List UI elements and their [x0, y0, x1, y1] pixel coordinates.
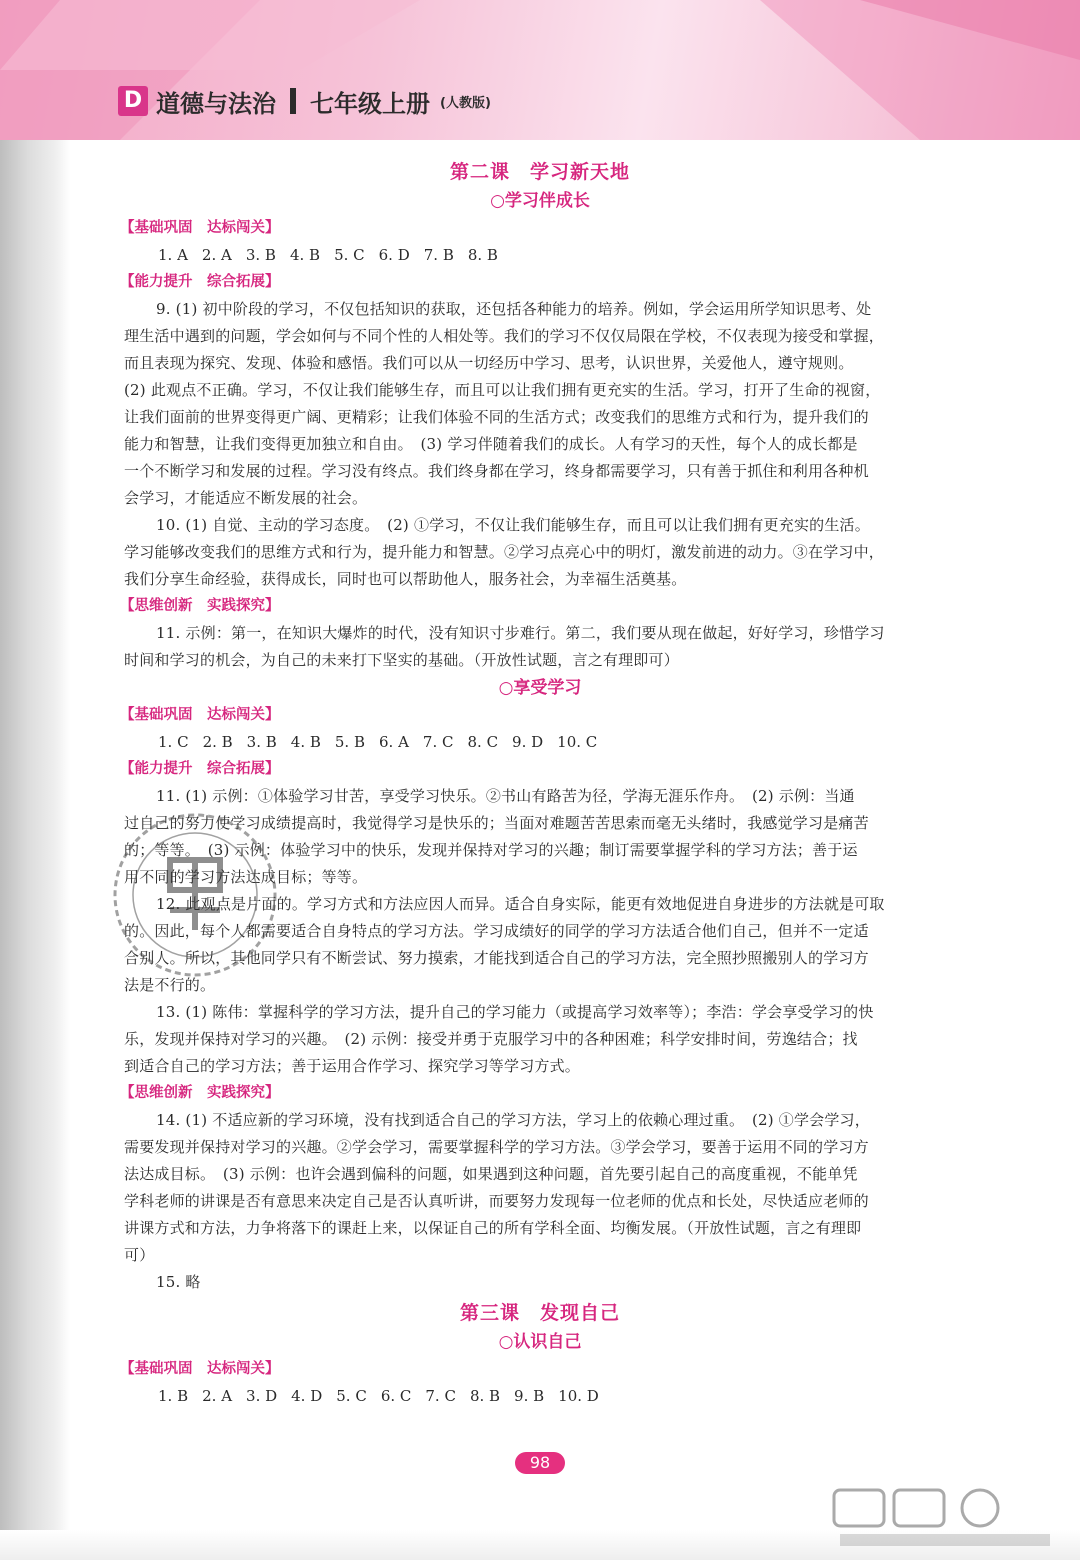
text-line: 学习能够改变我们的思维方式和行为，提升能力和智慧。②学习点亮心中的明灯，激发前进的动力。③在学习中， — [124, 543, 885, 561]
answer: 10. C — [557, 733, 598, 751]
text-line: 15. 略 — [156, 1273, 201, 1291]
answer: 6. A — [379, 733, 409, 751]
page-header — [0, 0, 1080, 140]
lesson-title: 第三课 发现自己 — [459, 1302, 620, 1324]
answer: 1. B — [158, 1387, 189, 1405]
text-line: 学科老师的讲课是否有意思来决定自己是否认真听讲，而要努力发现每一位老师的优点和长处，尽快适应老师的 — [124, 1192, 869, 1210]
answer: 4. D — [291, 1387, 323, 1405]
answer: 5. B — [334, 733, 365, 751]
answer: 3. D — [246, 1387, 278, 1405]
subject-name: 道德与法治 — [156, 89, 276, 118]
text-line: 法达成目标。 (3) 示例：也许会遇到偏科的问题，如果遇到这种问题，首先要引起自己的高度重视，不能单凭 — [124, 1165, 858, 1183]
text-line: 过自己的努力使学习成绩提高时，我觉得学习是快乐的；当面对难题苦苦思索而毫无头绪时，我感觉学习是痛苦 — [124, 814, 869, 832]
text-line: 能力和智慧，让我们变得更加独立和自由。 (3) 学习伴随着我们的成长。人有学习的天性，每个人的成长都是 — [124, 435, 858, 453]
choice-answers — [124, 729, 956, 756]
text-line: 乐，发现并保持对学习的兴趣。 (2) 示例：接受并勇于克服学习中的各种困难；科学安排时间，劳逸结合；找 — [124, 1030, 858, 1048]
answer: 7. B — [423, 246, 454, 264]
text-line: 会学习，才能适应不断发展的社会。 — [124, 489, 368, 507]
answer: 8. B — [467, 246, 498, 264]
text-line: 合别人。所以，其他同学只有不断尝试、努力摸索，才能找到适合自己的学习方法，完全照抄照搬别人的学习方 — [124, 949, 869, 967]
binding-gutter — [0, 0, 70, 1560]
answer: 1. A — [158, 246, 188, 264]
edition-label: (人教版) — [440, 95, 491, 111]
answer: 8. C — [467, 733, 499, 751]
text-line: 用不同的学习方法达成目标；等等。 — [124, 868, 368, 886]
text-line: 11. (1) 示例：①体验学习甘苦，享受学习快乐。②书山有路苦为径，学海无涯乐作舟。 (2) 示例：当通 — [156, 787, 855, 805]
answer: 3. B — [245, 246, 276, 264]
choice-answers — [124, 242, 956, 269]
section-title: ○学习伴成长 — [490, 191, 590, 211]
text-line: 9. (1) 初中阶段的学习，不仅包括知识的获取，还包括各种能力的培养。例如，学会运用所学知识思考、处 — [156, 300, 872, 318]
text-line: 理生活中遇到的问题，学会如何与不同个性的人相处等。我们的学习不仅仅局限在学校，不仅表现为接受和掌握， — [124, 327, 885, 345]
answer: 5. C — [334, 246, 365, 264]
text-line: (2) 此观点不正确。学习，不仅让我们能够生存，而且可以让我们拥有更充实的生活。学习，打开了生命的视窗， — [124, 381, 881, 399]
title-separator — [290, 88, 296, 114]
answer: 10. D — [558, 1387, 599, 1405]
text-line: 需要发现并保持对学习的兴趣。②学会学习，需要掌握科学的学习方法。③学会学习，要善于运用不同的学习方 — [124, 1138, 869, 1156]
header-decoration — [0, 0, 1080, 140]
text-line: 的。因此，每个人都需要适合自身特点的学习方法。学习成绩好的同学的学习方法适合他们自己，但并不一定适 — [124, 922, 869, 940]
answer: 9. D — [512, 733, 544, 751]
section-tag: 【能力提升 综合拓展】 — [120, 274, 280, 290]
text-line: 讲课方式和方法，力争将落下的课赶上来，以保证自己的所有学科全面、均衡发展。（开放性试题，言之有理即 — [124, 1219, 862, 1237]
answer: 2. A — [202, 1387, 233, 1405]
section-tag: 【思维创新 实践探究】 — [120, 1085, 280, 1101]
answer: 6. C — [380, 1387, 412, 1405]
stamp-seal — [100, 800, 290, 990]
section-tag: 【基础巩固 达标闯关】 — [120, 707, 280, 723]
answer: 1. C — [158, 733, 189, 751]
text-line: 的；等等。 (3) 示例：体验学习中的快乐，发现并保持对学习的兴趣；制订需要掌握学科的学习方法；善于运 — [124, 841, 858, 859]
answer: 3. B — [246, 733, 277, 751]
lesson-title: 第二课 学习新天地 — [449, 161, 630, 183]
header-title — [118, 84, 491, 118]
answer-content — [120, 155, 956, 1410]
answer: 9. B — [514, 1387, 545, 1405]
text-line: 12. 此观点是片面的。学习方式和方法应因人而异。适合自身实际，能更有效地促进自身进步的方法就是可取 — [156, 895, 885, 913]
text-line: 到适合自己的学习方法；善于运用合作学习、探究学习等学习方式。 — [124, 1057, 581, 1075]
page-number: 98 — [515, 1452, 565, 1474]
text-line: 让我们面前的世界变得更广阔、更精彩；让我们体验不同的生活方式；改变我们的思维方式和行为，提升我们的 — [124, 408, 869, 426]
section-title: ○享受学习 — [498, 678, 582, 698]
answer: 2. B — [202, 733, 233, 751]
section-tag: 【能力提升 综合拓展】 — [120, 761, 280, 777]
answer: 8. B — [469, 1387, 501, 1405]
text-line: 10. (1) 自觉、主动的学习态度。 (2) ①学习，不仅让我们能够生存，而且可以让我们拥有更充实的生活。 — [156, 516, 870, 534]
section-tag: 【基础巩固 达标闯关】 — [120, 1361, 280, 1377]
choice-answers — [124, 1383, 956, 1410]
watermark-logo — [830, 1484, 1060, 1554]
answer: 7. C — [422, 733, 454, 751]
answer: 4. B — [289, 246, 321, 264]
section-tag: 【思维创新 实践探究】 — [120, 598, 280, 614]
answer: 6. D — [378, 246, 410, 264]
text-line: 14. (1) 不适应新的学习环境，没有找到适合自己的学习方法，学习上的依赖心理过重。 (2) ①学会学习， — [156, 1111, 870, 1129]
text-line: 而且表现为探究、发现、体验和感悟。我们可以从一切经历中学习、思考，认识世界，关爱他人，遵守规则。 — [124, 354, 854, 372]
text-line: 时间和学习的机会，为自己的未来打下坚实的基础。（开放性试题，言之有理即可） — [124, 651, 679, 669]
text-line: 可） — [124, 1246, 155, 1264]
section-title: ○认识自己 — [498, 1332, 582, 1352]
text-line: 我们分享生命经验，获得成长，同时也可以帮助他人，服务社会，为幸福生活奠基。 — [124, 570, 687, 588]
answer: 2. A — [201, 246, 232, 264]
text-line: 一个不断学习和发展的过程。学习没有终点。我们终身都在学习，终身都需要学习，只有善于抓住和利用各种机 — [124, 462, 869, 480]
text-line: 法是不行的。 — [124, 976, 216, 994]
text-line: 11. 示例：第一，在知识大爆炸的时代，没有知识寸步难行。第二，我们要从现在做起，好好学习，珍惜学习 — [156, 624, 885, 642]
answer: 4. B — [290, 733, 321, 751]
text-line: 13. (1) 陈伟：掌握科学的学习方法，提升自己的学习能力（或提高学习效率等）；李浩：学会享受学习的快 — [156, 1003, 874, 1021]
section-tag: 【基础巩固 达标闯关】 — [120, 220, 280, 236]
subject-badge: D — [118, 86, 148, 116]
answer: 5. C — [336, 1387, 367, 1405]
grade-label: 七年级上册 — [310, 89, 430, 118]
answer: 7. C — [425, 1387, 456, 1405]
